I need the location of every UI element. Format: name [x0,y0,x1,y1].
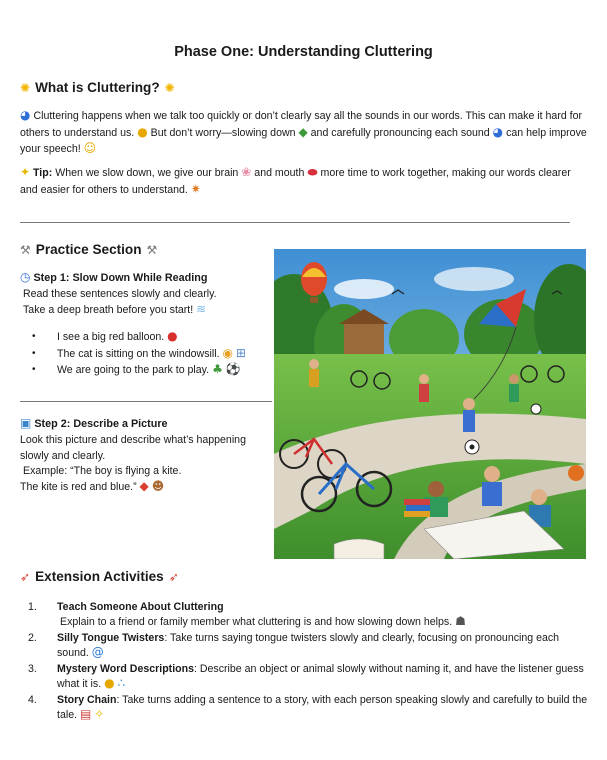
wind-icon: ≋ [196,301,207,316]
what-text-4: can help improve your speech! [20,126,587,155]
extension-heading-text: Extension Activities [35,569,164,584]
list-item [32,362,272,379]
soccer-ball-icon: ⚽ [225,362,241,376]
what-heading [20,78,175,98]
mouth-icon: ⬬ [307,165,318,179]
picture-icon: ▣ [20,416,32,430]
step1-text-line1: Read these sentences slowly and clearly. [23,288,217,300]
step2-title-text: Step 2: Describe a Picture [34,418,168,430]
step2-text-line3: The kite is red and blue.” [20,480,137,493]
item-title: Teach Someone About Cluttering [57,601,224,613]
party-popper-icon: ✷ [190,181,201,196]
step2-text-line1: Look this picture and describe what’s happening slowly and clearly. [20,434,246,462]
list-item [28,662,588,692]
window-icon: ⊞ [235,345,246,360]
books-icon: ▤ [79,707,92,721]
item-text: : Take turns saying tongue twisters slowly and clearly, focusing on pronouncing each sound. [57,632,560,659]
list-item [32,346,272,363]
step1-text-line2: Take a deep breath before you start! [23,303,194,316]
what-text-3: and carefully pronouncing each sound [310,126,490,139]
kite-icon: ◆ [139,478,149,493]
list-item [28,600,588,630]
what-heading-text: What is Cluttering? [35,80,160,95]
brain-icon: ❀ [241,165,252,179]
practice-heading [20,240,157,260]
park-scene-svg [274,249,586,559]
tip-text-2: and mouth [254,167,305,179]
what-paragraph [20,108,588,158]
people-icon: ☗ [455,614,466,628]
lightbulb-icon: ✦ [20,165,31,179]
step2-title [20,417,168,433]
boy-icon: ☻ [151,478,165,493]
item-number: 4. [28,694,37,706]
sun-icon: ✺ [20,80,31,95]
balloon-icon: ● [167,329,178,343]
what-text-2: But don’t worry—slowing down [150,126,296,139]
cat-icon: ◉ [222,345,233,360]
item-text: : Take turns adding a sentence to a story, with each person speaking slowly and carefully to build the tale. [57,694,588,721]
tools-icon: ⚒ [20,242,31,257]
sentence-text: I see a big red balloon. [57,331,165,343]
sentence-text: We are going to the park to play. [57,364,210,376]
tip-text-3: more time to work together, making our words clearer and easier for others to understand. [20,167,571,196]
paw-prints-icon: ∴ [117,676,126,690]
item-text: : Describe an object or animal slowly without naming it, and have the listener guess what it is. [57,663,584,690]
sentence-text: The cat is sitting on the windowsill. [57,347,220,360]
step2-text [20,433,260,495]
rocket-icon: ➶ [168,569,179,584]
speaking-head-icon: ◕ [492,124,504,139]
smile-icon: ☺ [83,141,97,155]
list-item [28,693,588,723]
tree-icon: ♣ [212,362,223,376]
tip-text-1: When we slow down, we give our brain [55,167,239,179]
turtle-icon: ◆ [298,124,308,139]
step1-title [20,271,207,287]
step-divider [20,401,272,402]
item-title: Story Chain [57,694,117,706]
item-number: 3. [28,663,37,675]
tip-paragraph [20,165,588,198]
item-title: Silly Tongue Twisters [57,632,165,644]
tip-label: Tip: [33,167,53,179]
list-item [28,631,588,661]
step1-text [23,287,273,318]
extension-heading [20,567,179,587]
extension-list [28,600,588,724]
what-text-1: Cluttering happens when we talk too quickly or don’t clearly say all the sounds in our words. This can make it hard for others to understand us. [20,110,583,139]
list-item [32,329,272,346]
item-number: 1. [28,601,37,613]
page-title: Phase One: Understanding Cluttering [174,44,433,60]
tools-icon: ⚒ [146,242,158,257]
sentence-list [32,329,272,379]
practice-heading-text: Practice Section [35,242,142,257]
rocket-icon: ➶ [20,569,31,584]
clock-icon: ◷ [20,270,31,284]
sun-icon: ✺ [164,80,175,95]
thinking-face-icon: ● [104,676,115,690]
confused-face-icon: ● [137,124,148,139]
step2-text-line2: Example: “The boy is flying a kite. [23,465,182,477]
park-illustration [274,249,586,559]
divider [20,222,570,223]
spiral-icon: @ [91,645,104,659]
speaking-head-icon: ◕ [20,108,31,122]
step1-title-text: Step 1: Slow Down While Reading [33,272,208,284]
item-number: 2. [28,632,37,644]
item-text: Explain to a friend or family member what cluttering is and how slowing down helps. [60,616,453,628]
sparkles-icon: ✧ [94,707,105,721]
item-title: Mystery Word Descriptions [57,663,194,675]
